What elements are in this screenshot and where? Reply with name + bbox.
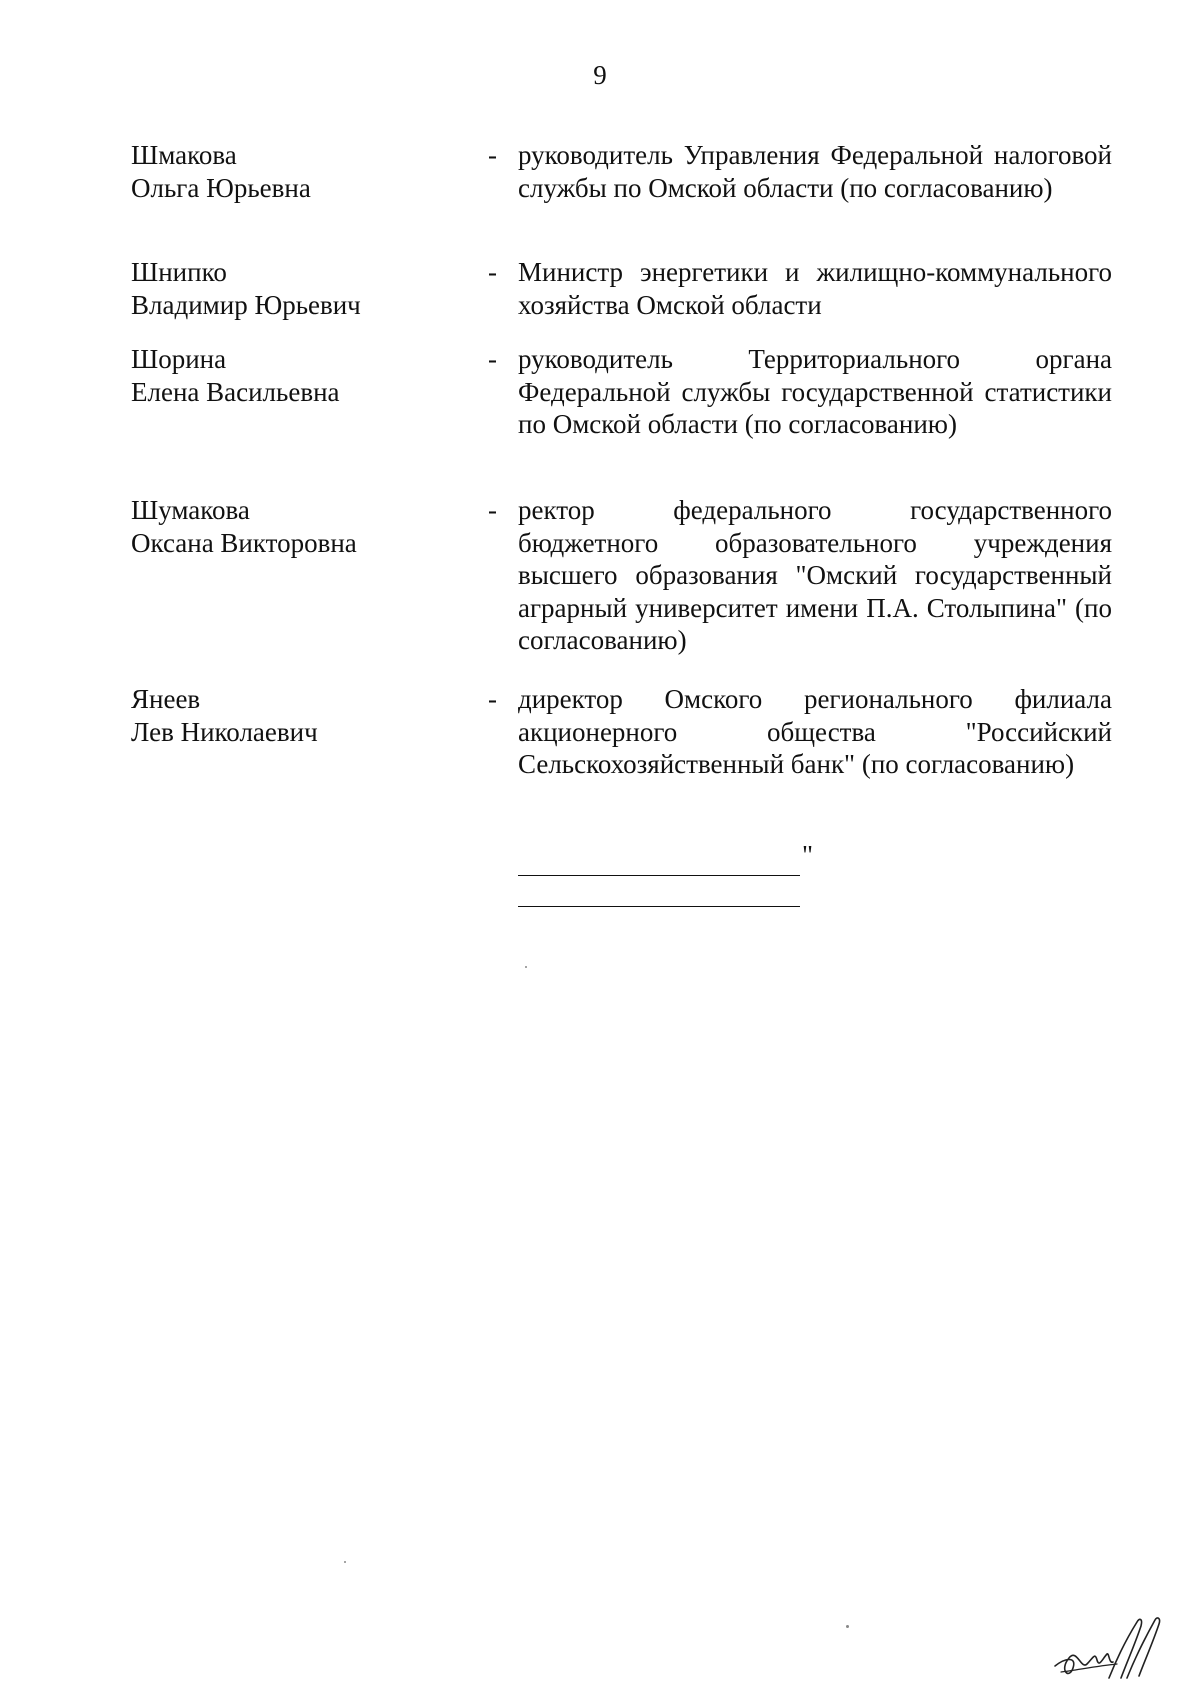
closing-line: [518, 906, 800, 907]
member-given-names: Елена Васильевна: [131, 376, 340, 407]
member-given-names: Ольга Юрьевна: [131, 172, 311, 203]
member-name: [131, 494, 461, 559]
member-role: руководитель Территориального органа Федеральной службы государственной статистики по Омской области (по согласованию): [518, 344, 1112, 439]
member-surname: Шорина: [131, 344, 227, 374]
member-surname: Янеев: [131, 684, 201, 714]
member-name: [131, 139, 461, 204]
closing-lines: [518, 842, 838, 912]
scan-speck: [525, 966, 527, 968]
entry-dash: -: [488, 257, 497, 287]
entry-dash: -: [488, 140, 497, 170]
member-name: [131, 343, 461, 408]
member-surname: Шумакова: [131, 495, 250, 525]
member-given-names: Оксана Викторовна: [131, 527, 357, 558]
closing-quote: ": [802, 840, 814, 870]
member-name: [131, 683, 461, 748]
member-surname: Шмакова: [131, 140, 237, 170]
handwritten-signature-icon: [1047, 1608, 1167, 1688]
member-role: ректор федерального государственного бюджетного образовательного учреждения высшего образования "Омский государственный аграрный университет имени П.А. Столыпина" (по согласованию): [518, 495, 1112, 655]
scan-speck: [846, 1625, 849, 1628]
member-role: Министр энергетики и жилищно-коммунального хозяйства Омской области: [518, 257, 1112, 320]
member-name: [131, 256, 461, 321]
member-surname: Шнипко: [131, 257, 227, 287]
scan-speck: [344, 1561, 346, 1563]
entry-dash: -: [488, 344, 497, 374]
page-number: 9: [593, 60, 607, 90]
member-role: директор Омского регионального филиала акционерного общества "Российский Сельскохозяйственный банк" (по согласованию): [518, 684, 1112, 779]
member-given-names: Владимир Юрьевич: [131, 289, 361, 320]
entry-dash: -: [488, 684, 497, 714]
closing-line: [518, 875, 800, 876]
entry-dash: -: [488, 495, 497, 525]
member-given-names: Лев Николаевич: [131, 716, 318, 747]
member-role: руководитель Управления Федеральной налоговой службы по Омской области (по согласованию): [518, 140, 1112, 203]
